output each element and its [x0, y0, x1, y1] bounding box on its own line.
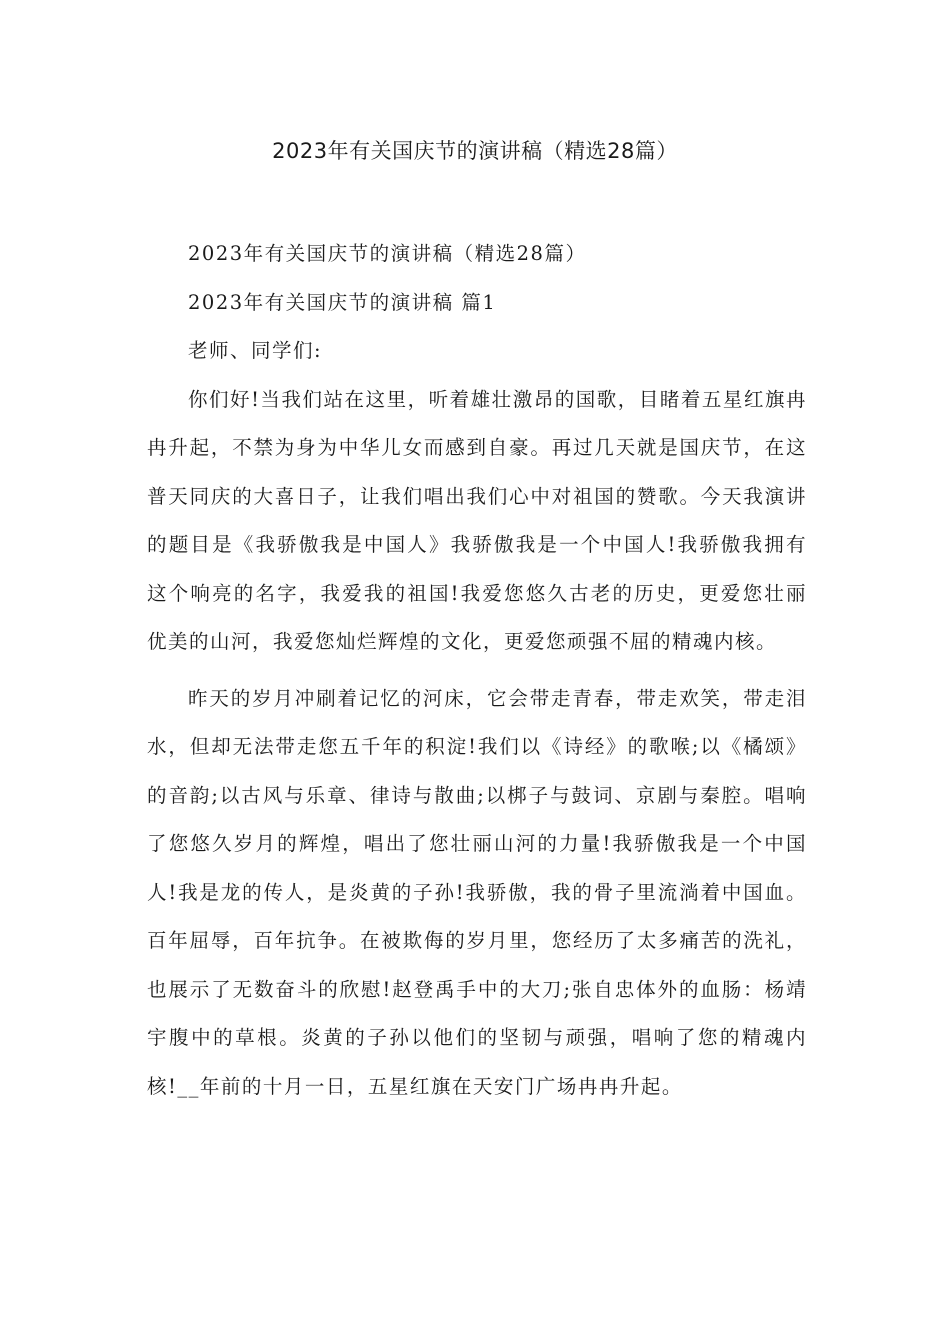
intro-heading: 2023年有关国庆节的演讲稿（精选28篇）	[188, 242, 587, 265]
body-paragraph: 昨天的岁月冲刷着记忆的河床，它会带走青春，带走欢笑，带走泪水，但却无法带走您五千年的积淀!我们以《诗经》的歌喉;以《橘颂》的音韵;以古风与乐章、律诗与散曲;以梆子与鼓词、京剧与秦腔。唱响了您悠久岁月的辉煌，唱出了您壮丽山河的力量!我骄傲我是一个中国人!我是龙的传人，是炎黄的子孙!我骄傲，我的骨子里流淌着中国血。百年屈辱，百年抗争。在被欺侮的岁月里，您经历了太多痛苦的洗礼，也展示了无数奋斗的欣慰!赵登禹手中的大刀;张自忠体外的血肠：杨靖宇腹中的草根。炎黄的子孙以他们的坚韧与顽强，唱响了您的精魂内核!__年前的十月一日，五星红旗在天安门广场冉冉升起。	[147, 686, 807, 1098]
body-paragraph: 你们好!当我们站在这里，听着雄壮激昂的国歌，目睹着五星红旗冉冉升起，不禁为身为中华儿女而感到自豪。再过几天就是国庆节，在这普天同庆的大喜日子，让我们唱出我们心中对祖国的赞歌。今天我演讲的题目是《我骄傲我是中国人》我骄傲我是一个中国人!我骄傲我拥有这个响亮的名字，我爱我的祖国!我爱您悠久古老的历史，更爱您壮丽优美的山河，我爱您灿烂辉煌的文化，更爱您顽强不屈的精魂内核。	[147, 387, 807, 653]
section-heading: 2023年有关国庆节的演讲稿 篇1	[188, 290, 497, 314]
document-body	[147, 230, 807, 1111]
salutation: 老师、同学们:	[188, 339, 323, 362]
document-title: 2023年有关国庆节的演讲稿（精选28篇）	[272, 139, 678, 163]
